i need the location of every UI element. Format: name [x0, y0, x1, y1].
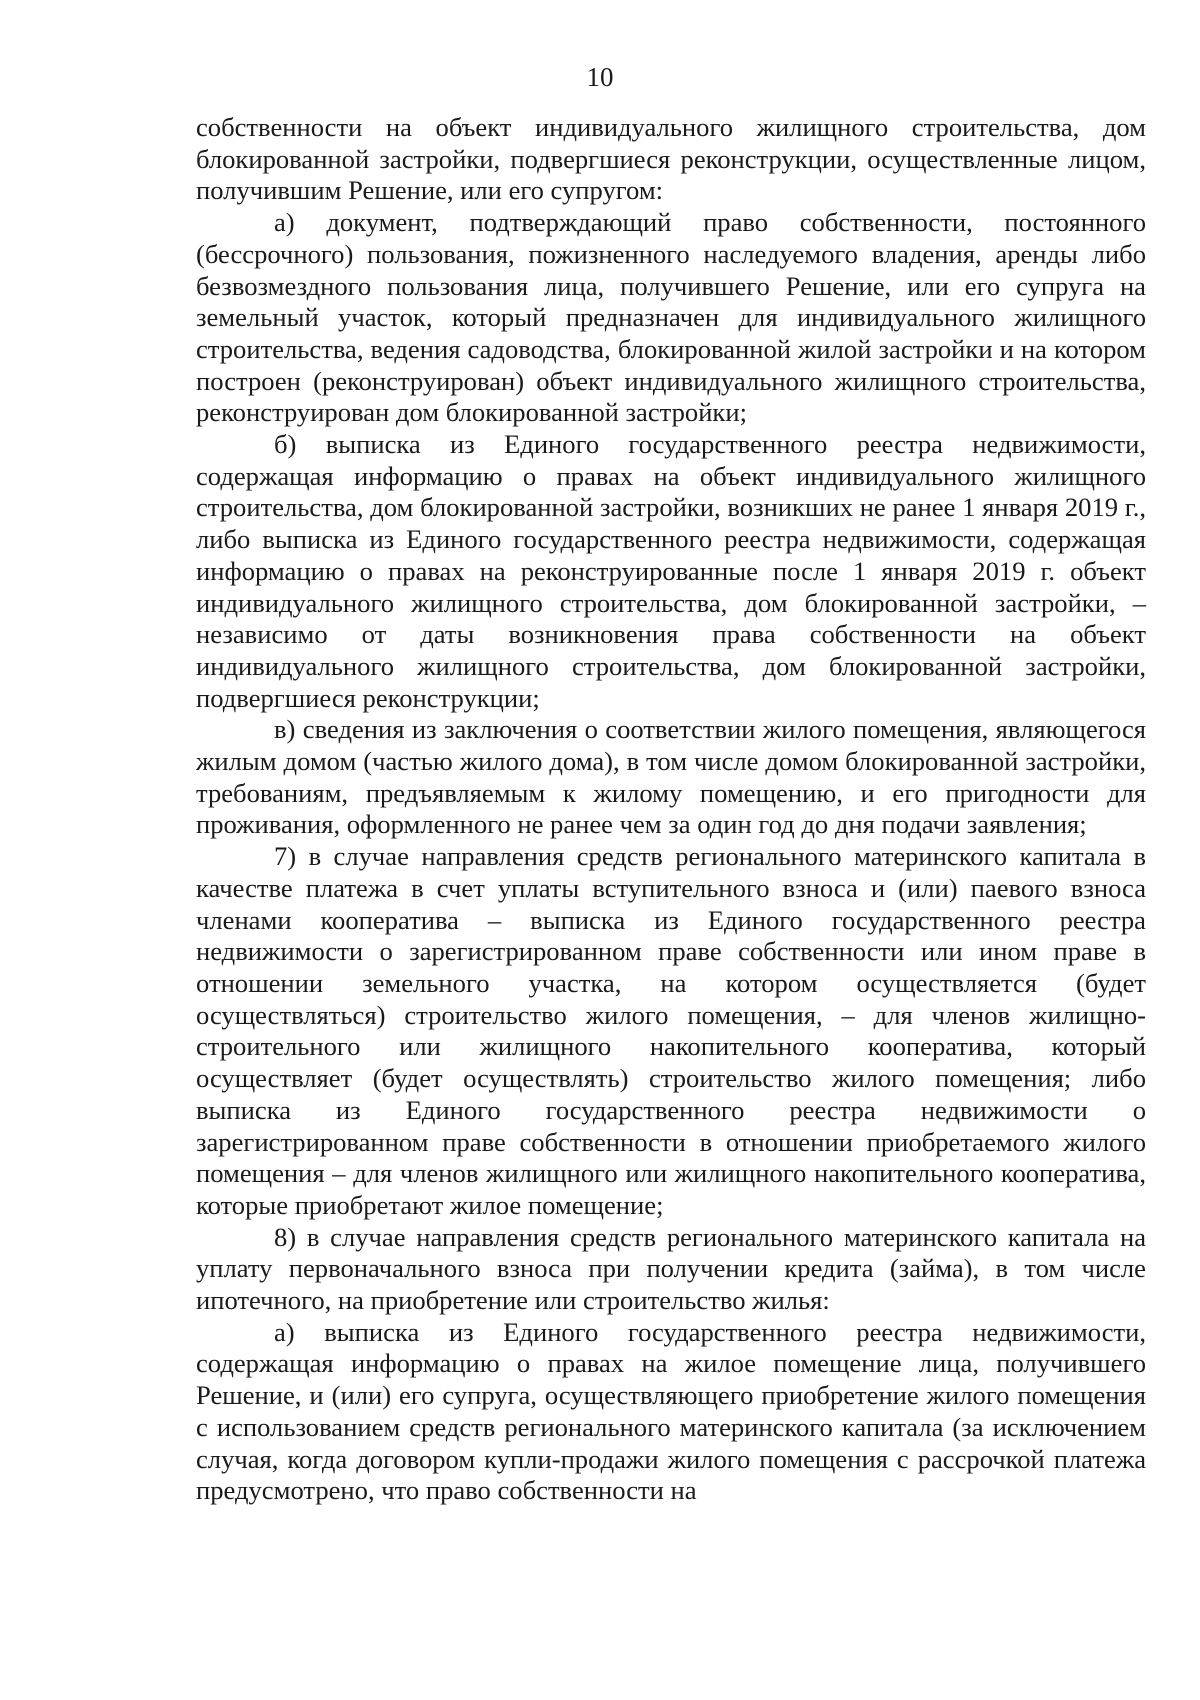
paragraph-item-c-conformity-info: в) сведения из заключения о соответствии жилого помещения, являющегося жилым домом (частью жилого дома), в том числе домом блокированной застройки, требованиям, предъявляемым к жилому помещению, и его пригодности для проживания, оформленного не ранее чем за один год до дня подачи заявления; [196, 714, 1146, 840]
paragraph-item-8a-registry-extract: а) выписка из Единого государственного реестра недвижимости, содержащая информацию о правах на жилое помещение лица, получившего Решение, и (или) его супруга, осуществляющего приобретение жилого помещения с использованием средств регионального материнского капитала (за исключением случая, когда договором купли-продажи жилого помещения с рассрочкой платежа предусмотрено, что право собственности на [196, 1316, 1146, 1506]
document-body [196, 112, 1146, 1507]
paragraph-item-b-registry-extract: б) выписка из Единого государственного реестра недвижимости, содержащая информацию о правах на объект индивидуального жилищного строительства, дом блокированной застройки, возникших не ранее 1 января 2019 г., либо выписка из Единого государственного реестра недвижимости, содержащая информацию о правах на реконструированные после 1 января 2019 г. объект индивидуального жилищного строительства, дом блокированной застройки, – независимо от даты возникновения права собственности на объект индивидуального жилищного строительства, дом блокированной застройки, подвергшиеся реконструкции; [196, 429, 1146, 713]
paragraph-item-7-cooperative: 7) в случае направления средств регионального материнского капитала в качестве платежа в счет уплаты вступительного взноса и (или) паевого взноса членами кооператива – выписка из Единого государственного реестра недвижимости о зарегистрированном праве собственности или ином праве в отношении земельного участка, на котором осуществляется (будет осуществляться) строительство жилого помещения, – для членов жилищно-строительного или жилищного накопительного кооператива, который осуществляет (будет осуществлять) строительство жилого помещения; либо выписка из Единого государственного реестра недвижимости о зарегистрированном праве собственности в отношении приобретаемого жилого помещения – для членов жилищного или жилищного накопительного кооператива, которые приобретают жилое помещение; [196, 841, 1146, 1220]
paragraph-continuation: собственности на объект индивидуального жилищного строительства, дом блокированной застройки, подвергшиеся реконструкции, осуществленные лицом, получившим Решение, или его супругом: [196, 112, 1146, 206]
paragraph-item-8-down-payment: 8) в случае направления средств регионального материнского капитала на уплату первоначального взноса при получении кредита (займа), в том числе ипотечного, на приобретение или строительство жилья: [196, 1221, 1146, 1316]
paragraph-item-a-land-document: а) документ, подтверждающий право собственности, постоянного (бессрочного) пользования, пожизненного наследуемого владения, аренды либо безвозмездного пользования лица, получившего Решение, или его супруга на земельный участок, который предназначен для индивидуального жилищного строительства, ведения садоводства, блокированной жилой застройки и на котором построен (реконструирован) объект индивидуального жилищного строительства, реконструирован дом блокированной застройки; [196, 207, 1146, 428]
page-number: 10 [586, 62, 614, 92]
